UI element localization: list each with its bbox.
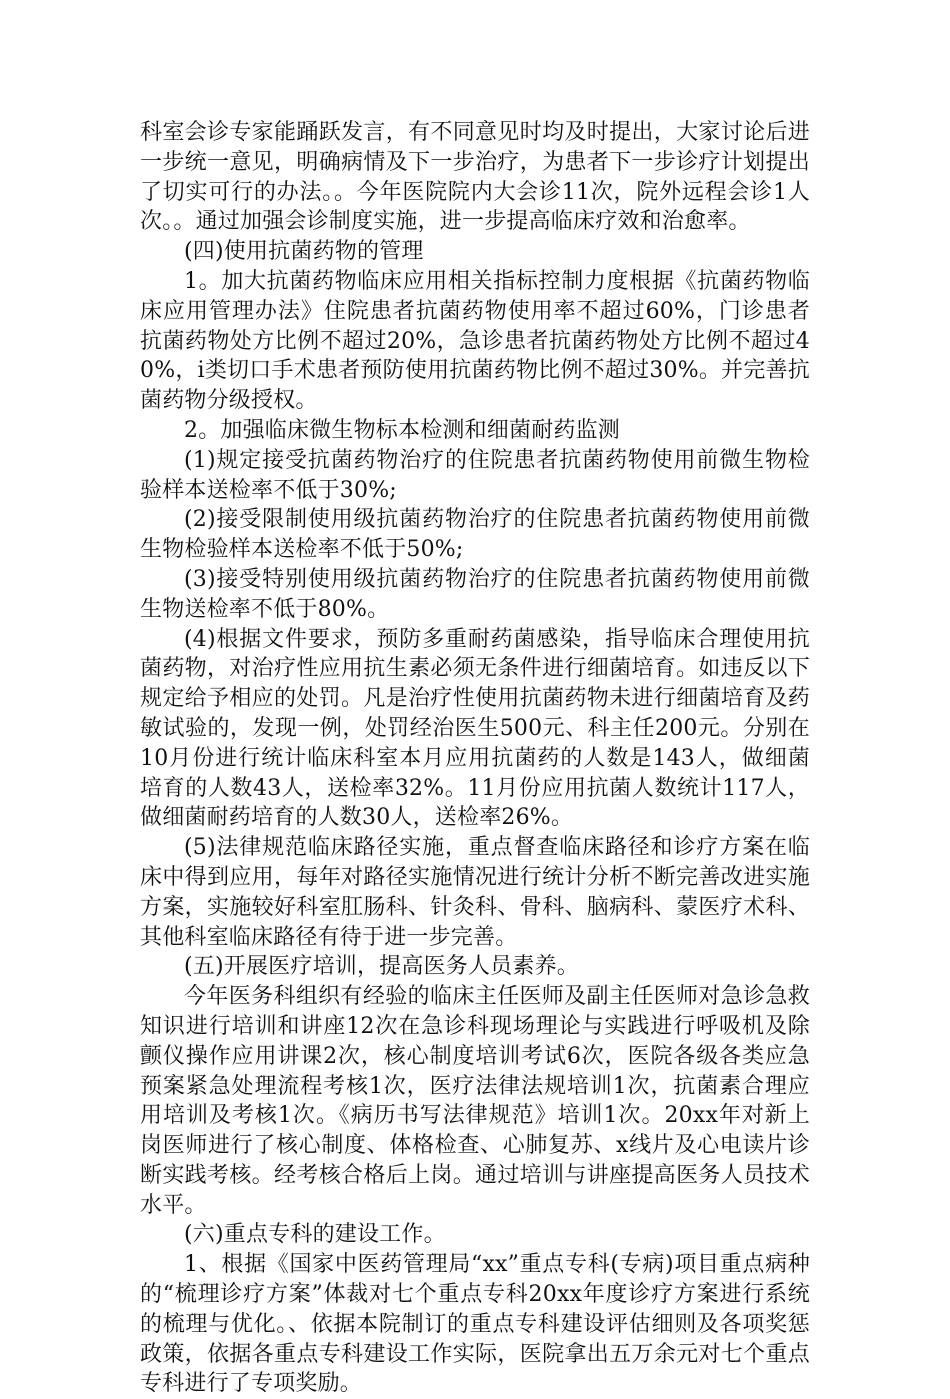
- list-item-rule-4: (4)根据文件要求，预防多重耐药菌感染，指导临床合理使用抗菌药物，对治疗性应用抗生素必须无条件进行细菌培育。如违反以下规定给予相应的处罚。凡是治疗性使用抗菌药物未进行细菌培育及药敏试验的，发现一例，处罚经治医生500元、科主任200元。分别在10月份进行统计临床科室本月应用抗菌药的人数是143人，做细菌培育的人数43人，送检率32%。11月份应用抗菌人数统计117人，做细菌耐药培育的人数30人，送检率26%。: [140, 626, 810, 831]
- paragraph-consultation-summary: 科室会诊专家能踊跃发言，有不同意见时均及时提出，大家讨论后进一步统一意见，明确病情及下一步治疗，为患者下一步诊疗计划提出了切实可行的办法。。今年医院院内大会诊11次，院外远程会诊1人次。。通过加强会诊制度实施，进一步提高临床疗效和治愈率。: [140, 120, 810, 235]
- paragraph-antibiotic-indicators: 1。加大抗菌药物临床应用相关指标控制力度根据《抗菌药物临床应用管理办法》住院患者抗菌药物使用率不超过60%，门诊患者抗菌药物处方比例不超过20%，急诊患者抗菌药物处方比例不超过40%，i类切口手术患者预防使用抗菌药物比例不超过30%。并完善抗菌药物分级授权。: [140, 268, 810, 414]
- heading-antibiotic-management: (四)使用抗菌药物的管理: [184, 239, 424, 265]
- list-item-rule-3: (3)接受特别使用级抗菌药物治疗的住院患者抗菌药物使用前微生物送检率不低于80%。: [140, 566, 810, 622]
- list-item-rule-2: (2)接受限制使用级抗菌药物治疗的住院患者抗菌药物使用前微生物检验样本送检率不低于50%;: [140, 507, 810, 563]
- paragraph-key-specialty-details: 1、根据《国家中医药管理局“xx”重点专科(专病)项目重点病种的“梳理诊疗方案”体裁对七个重点专科20xx年度诊疗方案进行系统的梳理与优化。、依据本院制订的重点专科建设评估细则及各项奖惩政策，依据各重点专科建设工作实际，医院拿出五万余元对七个重点专科进行了专项奖励。: [140, 1252, 810, 1397]
- list-item-rule-5: (5)法律规范临床路径实施，重点督查临床路径和诊疗方案在临床中得到应用，每年对路径实施情况进行统计分析不断完善改进实施方案，实施较好科室肛肠科、针灸科、骨科、脑病科、蒙医疗术科、其他科室临床路径有待于进一步完善。: [140, 835, 810, 950]
- subheading-microbiology-monitoring: 2。加强临床微生物标本检测和细菌耐药监测: [184, 417, 620, 443]
- document-page: [140, 118, 810, 1399]
- list-item-rule-1: (1)规定接受抗菌药物治疗的住院患者抗菌药物使用前微生物检验样本送检率不低于30%;: [140, 447, 810, 503]
- heading-medical-training: (五)开展医疗培训，提高医务人员素养。: [184, 954, 579, 980]
- heading-key-specialty: (六)重点专科的建设工作。: [184, 1222, 446, 1248]
- paragraph-training-details: 今年医务科组织有经验的临床主任医师及副主任医师对急诊急救知识进行培训和讲座12次在急诊科现场理论与实践进行呼吸机及除颤仪操作应用讲课2次，核心制度培训考试6次，医院各级各类应急预案紧急处理流程考核1次，医疗法律法规培训1次，抗菌素合理应用培训及考核1次。《病历书写法律规范》培训1次。20xx年对新上岗医师进行了核心制度、体格检查、心肺复苏、x线片及心电读片诊断实践考核。经考核合格后上岗。通过培训与讲座提高医务人员技术水平。: [140, 984, 810, 1218]
